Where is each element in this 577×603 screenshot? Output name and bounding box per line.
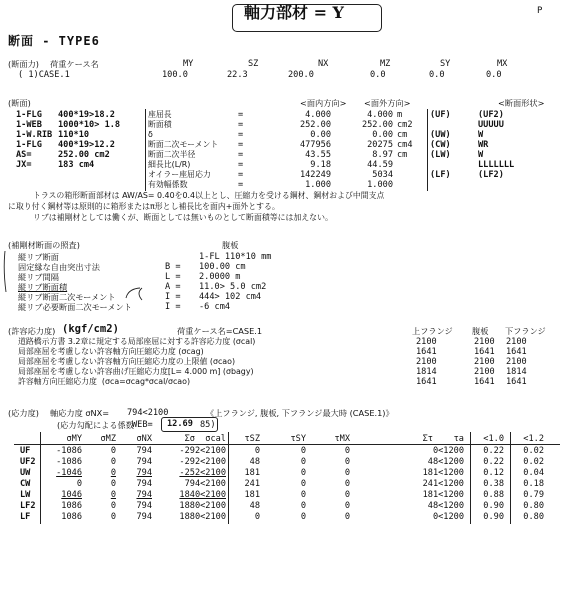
section-part-name: AS= (16, 150, 32, 160)
allow-col-web: 腹板 (472, 326, 489, 336)
stress-cell: 48<1200 (427, 457, 464, 467)
stress-cell: -1046 (56, 468, 82, 478)
section-prop-label: 有効幅係数 (148, 180, 188, 189)
section-prop-inplane: 477956 (299, 140, 331, 150)
section-shape-position: (UW) (430, 130, 451, 140)
stress-cell: 0.22 (483, 446, 504, 456)
section-shape-code: (LF2) (478, 170, 504, 180)
stress-header-cell: Σσ σcal (184, 434, 226, 444)
stress-cell: 0 (344, 468, 350, 478)
section-shape-position: (UF) (430, 110, 451, 120)
gradient-web-label: WEB= (132, 420, 153, 430)
rib-row-symbol: A = (165, 282, 181, 292)
stress-cell: 0.18 (523, 479, 544, 489)
rib-row-value: 100.00 cm (199, 262, 246, 272)
allow-row-label: 局部座屈を考慮しない許容曲げ圧縮応力度[L= 4.000 m] (σbagy) (18, 367, 254, 376)
stress-row-label: UF2 (20, 457, 36, 467)
load-mz-value: 0.0 (370, 70, 386, 80)
section-part-size: 400*19>18.2 (58, 110, 115, 120)
load-mx-value: 0.0 (486, 70, 502, 80)
section-prop-inplane: 43.55 (305, 150, 331, 160)
stress-cell: 0.80 (523, 501, 544, 511)
allow-lower-value: 1641 (506, 377, 527, 387)
rib-paren-stroke (139, 288, 142, 300)
allow-upper-value: 1641 (416, 347, 437, 357)
col-head-outplane: <面外方向> (364, 98, 411, 108)
allow-col-upper: 上フランジ (412, 326, 453, 336)
stress-cell: 0 (76, 479, 82, 489)
load-nx-value: 200.0 (288, 70, 314, 80)
load-case-name: ( 1)CASE.1 (18, 70, 70, 80)
stress-cell: -252<2100 (179, 468, 226, 478)
section-shape-code: UUUUU (478, 120, 504, 130)
stress-cell: 0 (300, 457, 306, 467)
section-prop-inplane: 142249 (299, 170, 331, 180)
section-prop-outplane: 1.000 (367, 180, 393, 190)
stress-cell: 0<1200 (432, 512, 464, 522)
stress-cell: 48<1200 (427, 501, 464, 511)
allow-row-label: 局部座屈を考慮しない許容軸方向圧縮応力度の上限値 (σcao) (18, 357, 236, 366)
stress-header-cell: <1.0 (483, 434, 504, 444)
load-my-value: 100.0 (162, 70, 188, 80)
gradient-value: 12.69 (167, 419, 193, 429)
stress-cell: 0.02 (523, 446, 544, 456)
rib-row-symbol: I = (165, 302, 181, 312)
rib-row-label: 固定縁な自由突出寸法 (18, 262, 100, 272)
section-prop-eq: = (238, 170, 244, 180)
stress-cell: -292<2100 (179, 446, 226, 456)
stress-header-cell: σMY (66, 434, 82, 444)
stress-cell: -1086 (56, 457, 82, 467)
stress-cell: 0<1200 (432, 446, 464, 456)
stress-cell: 181 (244, 490, 260, 500)
allow-web-value: 1641 (474, 347, 495, 357)
section-part-size: 1000*10> 1.8 (58, 120, 121, 130)
section-prop-unit: cm (397, 130, 408, 140)
allow-unit: (kgf/cm2) (62, 323, 119, 335)
stress-cell: 794 (136, 490, 152, 500)
allow-row-label: 許容軸方向圧縮応力度 (σca=σcag*σcal/σcao) (18, 377, 191, 386)
load-header-nx: NX (318, 59, 329, 69)
stress-cell: 0 (300, 479, 306, 489)
stress-cell: 0.04 (523, 468, 544, 478)
stress-cell: 0 (344, 512, 350, 522)
section-prop-eq: = (238, 130, 244, 140)
stress-heading: (応力度) (8, 408, 39, 418)
stress-cell: 0 (300, 512, 306, 522)
stress-cell: 0 (300, 468, 306, 478)
section-prop-eq: = (238, 120, 244, 130)
rib-row-value: 1-FL 110*10 mm (199, 252, 272, 262)
section-prop-label: オイラー座屈応力 (148, 170, 211, 179)
rib-row-label: 縦リブ断面積 (18, 282, 68, 292)
section-prop-outplane: 252.00 (361, 120, 393, 130)
stress-cell: 0.80 (523, 512, 544, 522)
section-part-name: 1-W.RIB (16, 130, 53, 140)
load-header-label: (断面力) (8, 59, 39, 69)
stress-cell: 241<1200 (422, 479, 464, 489)
section-prop-outplane: 5034 (372, 170, 393, 180)
stress-header-cell: τMX (334, 434, 350, 444)
stress-cell: 0 (110, 468, 116, 478)
load-header-my: MY (183, 59, 194, 69)
allow-web-value: 2100 (474, 337, 495, 347)
stress-header-cell: τSZ (244, 434, 260, 444)
stress-cell: 0.90 (483, 512, 504, 522)
stress-cell: 794 (136, 501, 152, 511)
note-line-1: トラスの箱形断面部材は AW/AS= 0.40を0.4以上とし、圧縮力を受ける鋼材、鋼材および中間支点 (33, 191, 385, 200)
axial-stress-note: 《上フランジ, 腹板, 下フランジ最大時 (CASE.1)》 (206, 408, 394, 418)
page-mark: P (537, 6, 543, 16)
stress-cell: 48 (249, 501, 260, 511)
stress-cell: 0 (344, 446, 350, 456)
stress-cell: 1086 (61, 512, 82, 522)
allow-lower-value: 1641 (506, 347, 527, 357)
stress-cell: 794<2100 (184, 479, 226, 489)
stress-cell: 0 (300, 501, 306, 511)
rib-row-label: 縦リブ間隔 (18, 272, 59, 282)
section-shape-code: W (478, 150, 484, 160)
section-prop-outplane: 8.97 (372, 150, 393, 160)
stress-cell: 794 (136, 468, 152, 478)
load-sz-value: 22.3 (227, 70, 248, 80)
load-header-mz: MZ (380, 59, 391, 69)
allow-web-value: 1641 (474, 377, 495, 387)
allow-lower-value: 2100 (506, 337, 527, 347)
rib-check-stroke (126, 288, 140, 298)
axial-stress-label: 軸応力度 σNX= (50, 408, 110, 418)
stress-cell: 0 (110, 446, 116, 456)
stress-cell: 0 (110, 501, 116, 511)
stress-row-label: UW (20, 468, 31, 478)
section-prop-eq: = (238, 140, 244, 150)
allow-upper-value: 1814 (416, 367, 437, 377)
section-prop-label: 細長比(L/R) (148, 160, 191, 169)
stress-header-cell: σMZ (100, 434, 116, 444)
allow-heading: (許容応力度) (8, 326, 56, 336)
stress-cell: 1880<2100 (179, 501, 226, 511)
section-prop-outplane: 0.00 (372, 130, 393, 140)
load-sy-value: 0.0 (429, 70, 445, 80)
note-line-2: に取り付く鋼材等は原則的に箱形またはπ形とし補長比を面内+面外とする。 (8, 202, 280, 211)
allow-web-value: 2100 (474, 357, 495, 367)
stress-cell: 241 (244, 479, 260, 489)
section-prop-inplane: 252.00 (299, 120, 331, 130)
stress-cell: 0 (300, 490, 306, 500)
load-header-mx: MX (497, 59, 508, 69)
section-shape-position: (LF) (430, 170, 451, 180)
section-part-size: 183 cm4 (58, 160, 95, 170)
allow-case-label: 荷重ケース名=CASE.1 (177, 326, 263, 336)
allow-col-lower: 下フランジ (505, 326, 546, 336)
section-prop-label: 断面積 (148, 120, 172, 129)
stress-cell: 0 (110, 490, 116, 500)
section-prop-eq: = (238, 150, 244, 160)
section-prop-eq: = (238, 110, 244, 120)
stress-cell: 0 (254, 512, 260, 522)
section-prop-label: 座屈長 (148, 110, 172, 119)
note-line-3: リブは補剛材としては働くが、断面としては無いものとして断面積等には加えない。 (33, 213, 333, 222)
stress-header-cell: σNX (136, 434, 152, 444)
section-prop-label: 断面二次半径 (148, 150, 196, 159)
rib-row-symbol: I = (165, 292, 181, 302)
section-prop-inplane: 0.00 (310, 130, 331, 140)
stress-cell: 181<1200 (422, 490, 464, 500)
stress-cell: 48 (249, 457, 260, 467)
stress-cell: 0.22 (483, 457, 504, 467)
stress-row-label: UF (20, 446, 31, 456)
section-part-name: 1-WEB (16, 120, 42, 130)
section-part-name: 1-FLG (16, 110, 42, 120)
section-prop-inplane: 9.18 (310, 160, 331, 170)
section-part-name: 1-FLG (16, 140, 42, 150)
handwritten-title: 軸力部材 = Y (244, 3, 344, 22)
section-shape-position: (LW) (430, 150, 451, 160)
stress-row-label: LF (20, 512, 31, 522)
stress-cell: 181<1200 (422, 468, 464, 478)
stress-cell: -292<2100 (179, 457, 226, 467)
gradient-label: (応力勾配による係数 (57, 420, 134, 430)
allow-web-value: 2100 (474, 367, 495, 377)
stress-cell: 0.79 (523, 490, 544, 500)
load-header-sz: SZ (248, 59, 259, 69)
section-prop-eq: = (238, 180, 244, 190)
stress-cell: 0.90 (483, 501, 504, 511)
stress-cell: 0 (110, 457, 116, 467)
load-header-sy: SY (440, 59, 451, 69)
stress-cell: 794 (136, 457, 152, 467)
stress-cell: 181 (244, 468, 260, 478)
section-prop-outplane: 20275 (367, 140, 393, 150)
section-prop-inplane: 4.000 (305, 110, 331, 120)
stress-cell: 0.12 (483, 468, 504, 478)
section-prop-eq: = (238, 160, 244, 170)
rib-row-value: 2.0000 m (199, 272, 241, 282)
rib-brace-stroke (4, 251, 6, 292)
section-shape-code: W (478, 130, 484, 140)
section-prop-unit: cm4 (397, 140, 413, 150)
stress-row-label: LF2 (20, 501, 36, 511)
section-part-size: 252.00 cm2 (58, 150, 110, 160)
stress-row-label: LW (20, 490, 31, 500)
rib-row-symbol: L = (165, 272, 181, 282)
section-heading: (断面) (8, 98, 31, 108)
load-header-case-label: 荷重ケース名 (50, 59, 99, 69)
stress-cell: 794 (136, 479, 152, 489)
rib-row-label: 縦リブ断面 (18, 252, 59, 262)
section-shape-code: (UF2) (478, 110, 504, 120)
stress-header-cell: <1.2 (523, 434, 544, 444)
section-part-size: 110*10 (58, 130, 90, 140)
stress-cell: 1880<2100 (179, 512, 226, 522)
rib-row-label: 縦リブ必要断面二次モーメント (18, 302, 132, 312)
allow-row-label: 局部座屈を考慮しない許容軸方向圧縮応力度 (σcag) (18, 347, 204, 356)
stress-cell: 0 (344, 490, 350, 500)
stress-row-label: CW (20, 479, 31, 489)
section-prop-outplane: 4.000 (367, 110, 393, 120)
rib-row-value: 11.0> 5.0 cm2 (199, 282, 267, 292)
stress-header-cell: Στ τa (422, 434, 464, 444)
section-prop-label: 断面二次モーメント (148, 140, 219, 149)
rib-row-symbol: B = (165, 262, 181, 272)
rib-heading: (補剛材断面の照査) (8, 240, 80, 250)
stress-cell: 0 (344, 501, 350, 511)
section-prop-inplane: 1.000 (305, 180, 331, 190)
stress-cell: 0 (110, 479, 116, 489)
stress-cell: 1046 (61, 490, 82, 500)
section-title: 断面 - TYPE6 (8, 34, 100, 48)
section-part-size: 400*19>12.2 (58, 140, 115, 150)
allow-lower-value: 1814 (506, 367, 527, 377)
stress-cell: 794 (136, 446, 152, 456)
gradient-value-suffix: 85) (200, 420, 216, 430)
allow-upper-value: 2100 (416, 357, 437, 367)
rib-col-label: 腹板 (222, 240, 239, 250)
stress-cell: -1086 (56, 446, 82, 456)
axial-stress-value: 794<2100 (127, 408, 169, 418)
stress-cell: 1086 (61, 501, 82, 511)
stress-cell: 0.88 (483, 490, 504, 500)
section-prop-unit: cm2 (397, 120, 413, 130)
allow-row-label: 道路橋示方書 3.2章に規定する局部座屈に対する許容応力度 (σcal) (18, 337, 256, 346)
rib-row-value: -6 cm4 (199, 302, 231, 312)
stress-cell: 0.02 (523, 457, 544, 467)
allow-lower-value: 2100 (506, 357, 527, 367)
col-head-shape: <断面形状> (498, 98, 545, 108)
stress-cell: 1840<2100 (179, 490, 226, 500)
col-head-inplane: <面内方向> (300, 98, 347, 108)
section-prop-label: δ (148, 130, 153, 139)
section-prop-unit: m (397, 110, 403, 120)
stress-cell: 794 (136, 512, 152, 522)
stress-cell: 0 (344, 457, 350, 467)
section-shape-code: LLLLLLL (478, 160, 515, 170)
stress-cell: 0.38 (483, 479, 504, 489)
allow-upper-value: 1641 (416, 377, 437, 387)
stress-cell: 0 (254, 446, 260, 456)
stress-header-cell: τSY (290, 434, 306, 444)
section-prop-unit: cm (397, 150, 408, 160)
rib-row-label: 縦リブ断面二次モーメント (18, 292, 116, 302)
section-part-name: JX= (16, 160, 32, 170)
allow-upper-value: 2100 (416, 337, 437, 347)
section-shape-position: (CW) (430, 140, 451, 150)
stress-cell: 0 (300, 446, 306, 456)
section-prop-outplane: 44.59 (367, 160, 393, 170)
rib-row-value: 444> 102 cm4 (199, 292, 262, 302)
stress-cell: 0 (344, 479, 350, 489)
stress-cell: 0 (110, 512, 116, 522)
section-shape-code: WR (478, 140, 489, 150)
